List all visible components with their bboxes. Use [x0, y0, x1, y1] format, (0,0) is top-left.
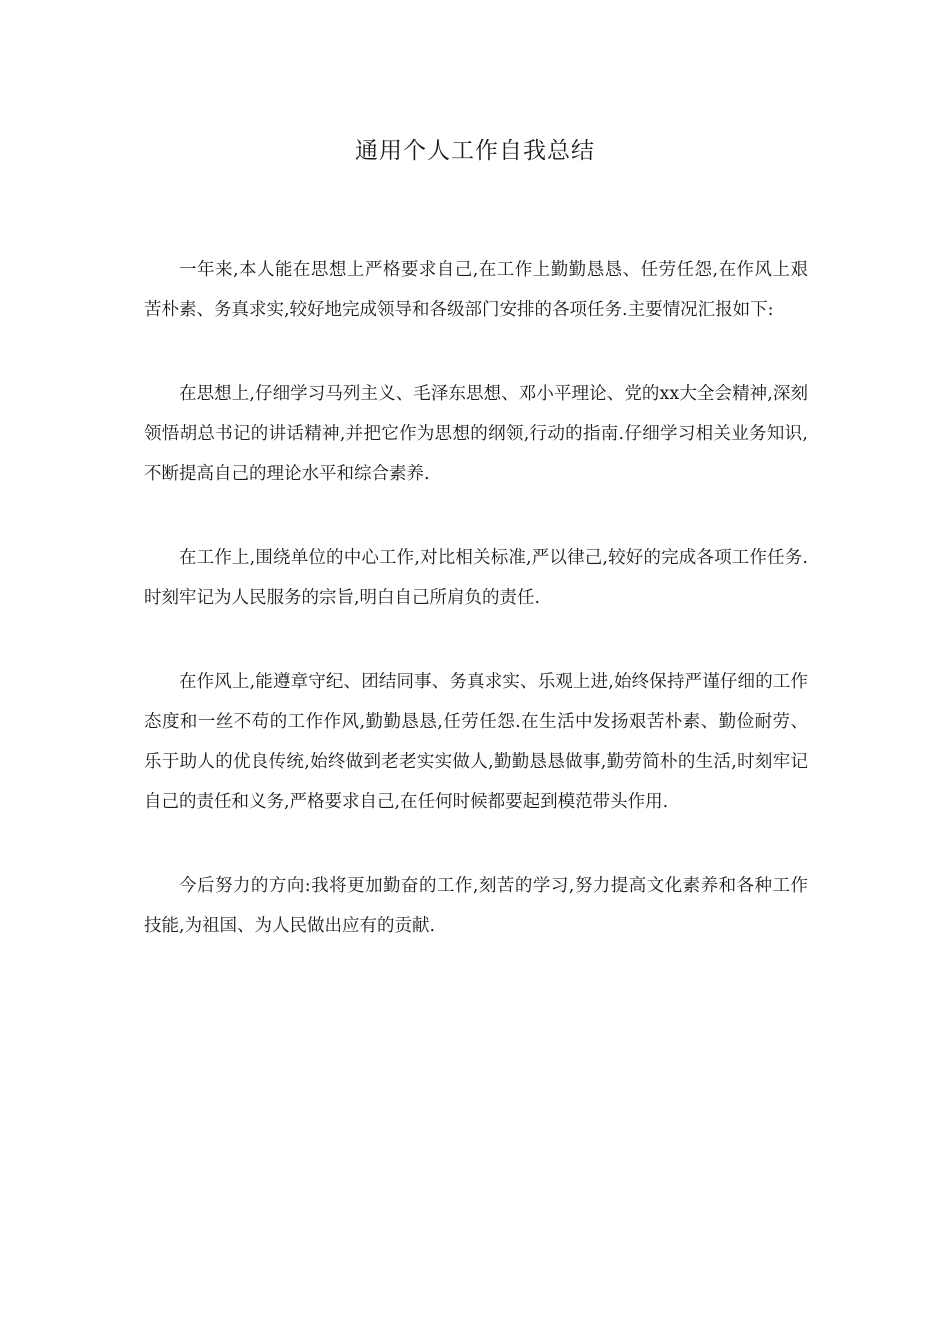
- paragraph-work: 在工作上,围绕单位的中心工作,对比相关标准,严以律己,较好的完成各项工作任务.时刻牢记为人民服务的宗旨,明白自己所肩负的责任.: [144, 548, 808, 608]
- document-body: [144, 250, 808, 990]
- paragraph-ideology: 在思想上,仔细学习马列主义、毛泽东思想、邓小平理论、党的xx大全会精神,深刻领悟胡总书记的讲话精神,并把它作为思想的纲领,行动的指南.仔细学习相关业务知识,不断提高自己的理论水平和综合素养.: [144, 384, 808, 484]
- paragraph-future: 今后努力的方向:我将更加勤奋的工作,刻苦的学习,努力提高文化素养和各种工作技能,为祖国、为人民做出应有的贡献.: [144, 876, 808, 936]
- paragraph-intro: 一年来,本人能在思想上严格要求自己,在工作上勤勤恳恳、任劳任怨,在作风上艰苦朴素、务真求实,较好地完成领导和各级部门安排的各项任务.主要情况汇报如下:: [144, 260, 808, 320]
- document-title: 通用个人工作自我总结: [355, 138, 595, 164]
- paragraph-style: 在作风上,能遵章守纪、团结同事、务真求实、乐观上进,始终保持严谨仔细的工作态度和一丝不苟的工作作风,勤勤恳恳,任劳任怨.在生活中发扬艰苦朴素、勤俭耐劳、乐于助人的优良传统,始终做到老老实实做人,勤勤恳恳做事,勤劳简朴的生活,时刻牢记自己的责任和义务,严格要求自己,在任何时候都要起到模范带头作用.: [144, 672, 808, 812]
